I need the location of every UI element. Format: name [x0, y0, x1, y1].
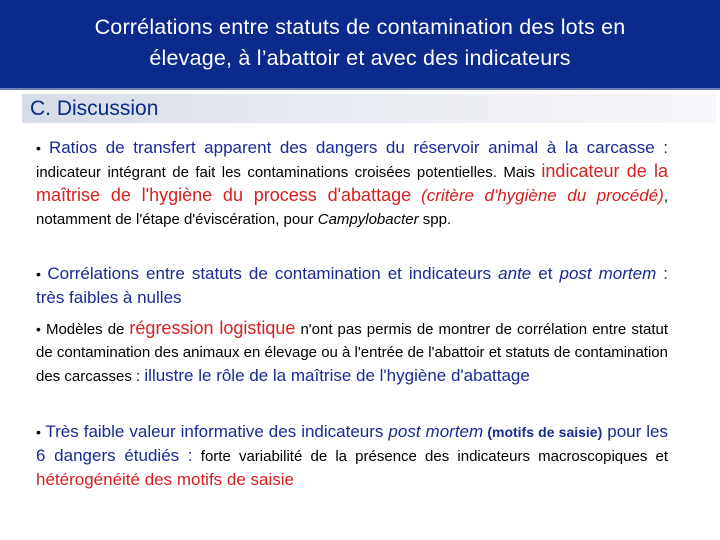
text-ratios-body: indicateur intégrant de fait les contaminations croisées potentielles. Mais [36, 164, 542, 181]
slide-title-line-2: élevage, à l’abattoir et avec des indicateurs [149, 46, 571, 70]
text-correlations-a: Corrélations entre statuts de contamination et indicateurs [47, 264, 499, 283]
text-heterogeneity: hétérogénéité des motifs de saisie [36, 470, 294, 489]
bullet: • [36, 424, 41, 440]
text-motifs-saisie: (motifs de saisie) [483, 424, 603, 440]
text-regression-conclusion: illustre le rôle de la maîtrise de l'hygiène d'abattage [144, 366, 530, 385]
bullet: • [36, 266, 41, 282]
text-et: et [531, 264, 560, 283]
text-regression-body: n'ont pas permis de montrer de corrélation entre statut de contamination des animaux en élevage ou à l'entrée de l'abattoir et statuts de contamination des carcasses : [36, 321, 669, 385]
text-ratios-highlight: indicateur de la maîtrise de l'hygiène du process d'abattage [36, 161, 668, 205]
text-ratios-criterion: (critère d'hygiène du procédé) [421, 186, 664, 205]
slide-title [95, 12, 626, 74]
paragraph-regression [36, 317, 668, 388]
text-regression-a: Modèles de [45, 321, 130, 338]
text-six-dangers: pour les 6 dangers étudiés : [36, 422, 668, 465]
text-regression-highlight: régression logistique [129, 318, 296, 338]
section-heading: C. Discussion [30, 97, 159, 120]
text-ratios-heading: Ratios de transfert apparent des dangers du réservoir animal à la carcasse : [48, 138, 668, 157]
bullet: • [36, 321, 41, 337]
text-variability: forte variabilité de la présence des indicateurs macroscopiques et [192, 448, 668, 465]
paragraph-informative-value [36, 420, 668, 492]
text-informative-a: Très faible valeur informative des indicateurs [45, 422, 389, 441]
text-correlations-result: : très faibles à nulles [36, 264, 669, 307]
text-post-mortem-2: post mortem [388, 422, 484, 441]
bullet: • [36, 140, 41, 156]
slide-title-line-1: Corrélations entre statuts de contamination des lots en [94, 15, 626, 39]
text-spp: spp. [418, 211, 452, 228]
text-campylobacter: Campylobacter [317, 211, 419, 228]
title-banner [0, 0, 720, 90]
paragraph-correlations [36, 262, 668, 310]
paragraph-transfer-ratios [36, 136, 668, 231]
text-ratios-evisceration: , notamment de l'étape d'éviscération, pour [36, 188, 668, 228]
text-ante: ante [498, 264, 532, 283]
text-post-mortem: post mortem [559, 264, 657, 283]
